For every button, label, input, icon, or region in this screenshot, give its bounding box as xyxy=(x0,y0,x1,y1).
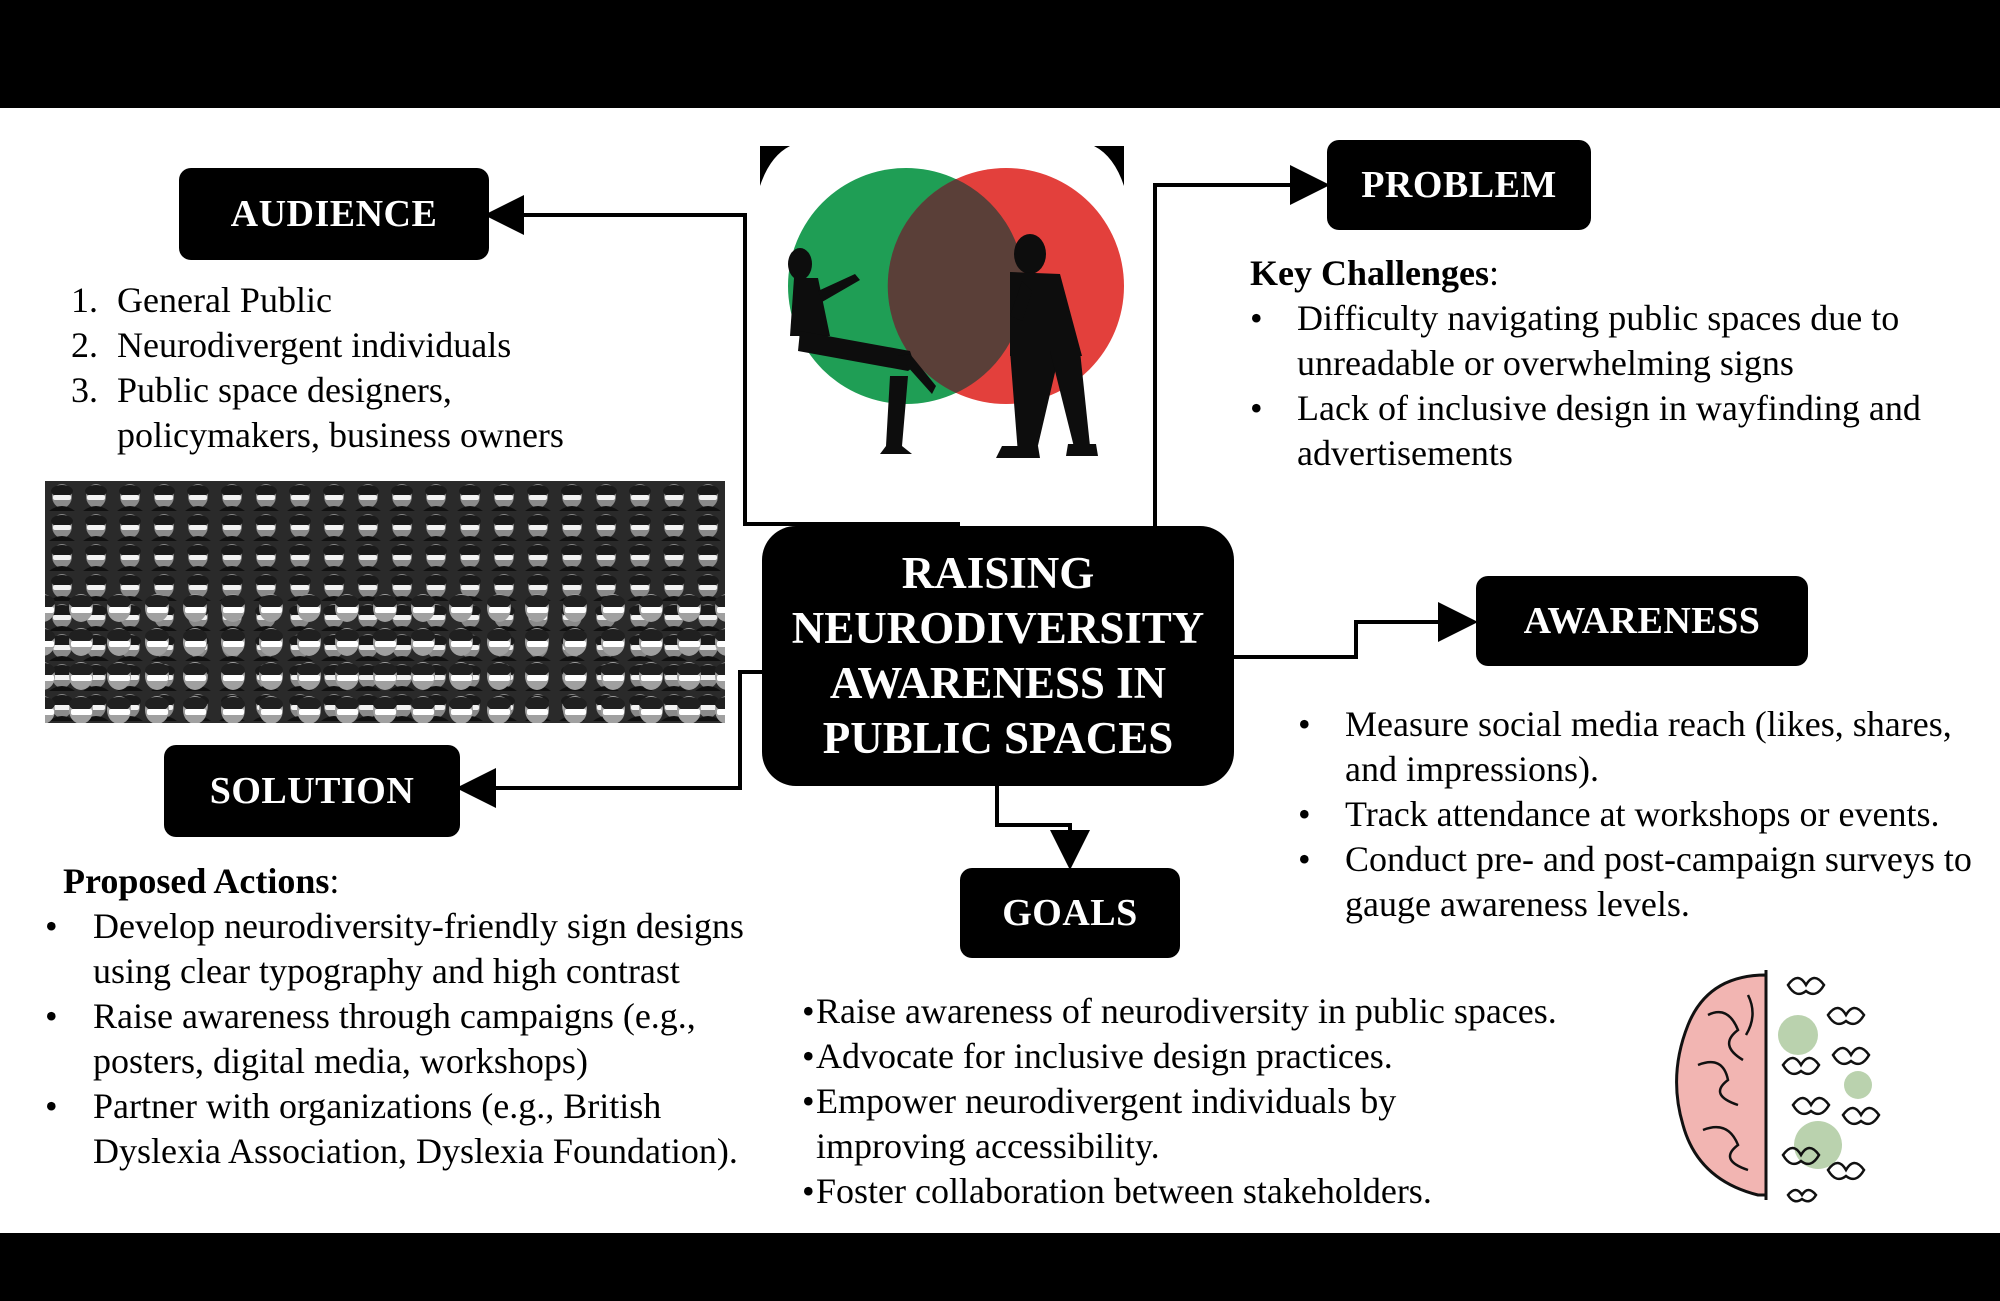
brain-butterflies-icon xyxy=(1668,955,1896,1213)
awareness-label: AWARENESS xyxy=(1523,600,1761,642)
solution-text: Proposed Actions: • Develop neurodiversity-friendly sign designs using clear typography and high contrast • Raise awareness through campaigns (e.g., posters, digital media, workshops) • Partner with organizations (e.g., British Dyslexia Association, Dyslexia Foundation). xyxy=(45,859,785,1174)
arrow-to-awareness xyxy=(1234,622,1470,657)
goals-label-box xyxy=(960,868,1180,958)
solution-bullet-2: • Raise awareness through campaigns (e.g., posters, digital media, workshops) xyxy=(45,994,785,1084)
goals-bullet-4: • Foster collaboration between stakeholders. xyxy=(802,1169,1622,1214)
audience-item-3: 3. Public space designers, policymakers, business owners xyxy=(107,368,649,458)
problem-bullet-1: • Difficulty navigating public spaces due to unreadable or overwhelming signs xyxy=(1250,296,1950,386)
awareness-text xyxy=(1298,702,1988,927)
goals-bullet-1: • Raise awareness of neurodiversity in public spaces. xyxy=(802,989,1622,1034)
audience-list xyxy=(49,278,649,458)
goals-bullet-3: • Empower neurodivergent individuals by improving accessibility. xyxy=(802,1079,1622,1169)
awareness-bullet-3: • Conduct pre- and post-campaign surveys to gauge awareness levels. xyxy=(1298,837,1988,927)
center-line-3: AWARENESS IN xyxy=(829,658,1167,708)
audience-item-1: 1. General Public xyxy=(107,278,649,323)
solution-label-box xyxy=(164,745,460,837)
goals-text xyxy=(802,989,1622,1214)
audience-item-2: 2. Neurodivergent individuals xyxy=(107,323,649,368)
goals-label: GOALS xyxy=(1002,892,1138,934)
center-line-1: RAISING xyxy=(901,548,1095,598)
problem-bullet-2: • Lack of inclusive design in wayfinding and advertisements xyxy=(1250,386,1950,476)
awareness-bullet-2: • Track attendance at workshops or events. xyxy=(1298,792,1988,837)
solution-label: SOLUTION xyxy=(209,770,415,812)
solution-bullet-3: • Partner with organizations (e.g., British Dyslexia Association, Dyslexia Foundation). xyxy=(45,1084,785,1174)
problem-heading: Key Challenges xyxy=(1250,253,1489,293)
awareness-bullet-1: • Measure social media reach (likes, shares, and impressions). xyxy=(1298,702,1988,792)
solution-bullet-1: • Develop neurodiversity-friendly sign designs using clear typography and high contrast xyxy=(45,904,785,994)
goals-bullet-2: • Advocate for inclusive design practices. xyxy=(802,1034,1622,1079)
problem-label-box xyxy=(1327,140,1591,230)
audience-label: AUDIENCE xyxy=(230,193,438,235)
problem-label: PROBLEM xyxy=(1361,164,1557,206)
awareness-label-box xyxy=(1476,576,1808,666)
venn-conversation-image xyxy=(760,146,1124,476)
arrow-to-goals xyxy=(997,786,1070,862)
center-line-2: NEURODIVERSITY xyxy=(791,603,1205,653)
audience-label-box xyxy=(179,168,489,260)
central-topic-box xyxy=(762,526,1234,786)
center-line-4: PUBLIC SPACES xyxy=(822,713,1174,763)
crowd-3d-glasses-image xyxy=(45,481,725,723)
solution-heading: Proposed Actions xyxy=(63,861,330,901)
problem-text: Key Challenges: • Difficulty navigating public spaces due to unreadable or overwhelming signs • Lack of inclusive design in wayfinding and advertisements xyxy=(1250,251,1950,476)
